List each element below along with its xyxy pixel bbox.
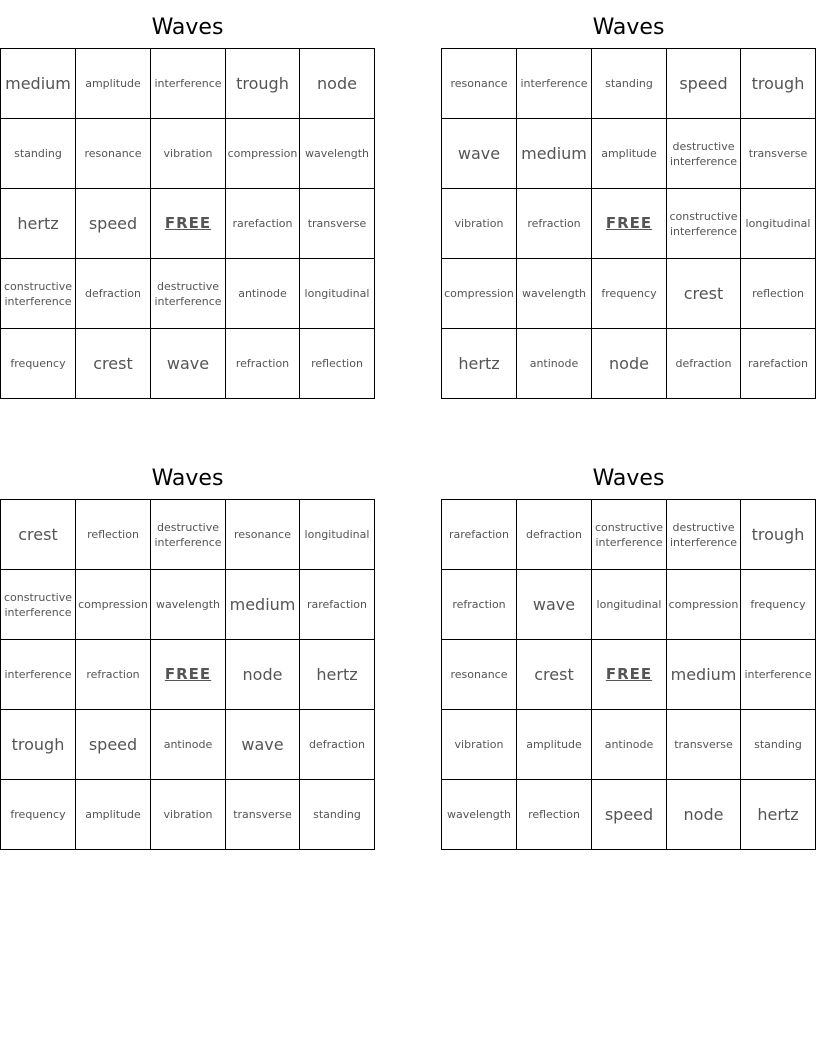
bingo-cell: defraction bbox=[517, 500, 592, 570]
bingo-cell: wavelength bbox=[442, 780, 517, 850]
bingo-cell: amplitude bbox=[517, 710, 592, 780]
bingo-cell: refraction bbox=[442, 570, 517, 640]
bingo-cell: speed bbox=[592, 780, 667, 850]
bingo-cell: longitudinal bbox=[300, 259, 375, 329]
bingo-cell: vibration bbox=[442, 189, 517, 259]
bingo-cell: trough bbox=[741, 500, 816, 570]
bingo-cell: refraction bbox=[517, 189, 592, 259]
bingo-cell: amplitude bbox=[76, 780, 151, 850]
bingo-cell: constructive interference bbox=[1, 570, 76, 640]
bingo-cell: hertz bbox=[442, 329, 517, 399]
bingo-cell: reflection bbox=[76, 500, 151, 570]
bingo-cell: trough bbox=[741, 49, 816, 119]
bingo-cell: destructive interference bbox=[151, 259, 226, 329]
bingo-cell: resonance bbox=[442, 49, 517, 119]
card-title: Waves bbox=[151, 466, 224, 491]
bingo-cell: trough bbox=[226, 49, 300, 119]
free-space: FREE bbox=[151, 640, 226, 710]
bingo-cell: vibration bbox=[151, 119, 226, 189]
bingo-cell: transverse bbox=[741, 119, 816, 189]
bingo-cell: transverse bbox=[226, 780, 300, 850]
bingo-cell: antinode bbox=[517, 329, 592, 399]
bingo-cell: crest bbox=[76, 329, 151, 399]
bingo-cell: node bbox=[667, 780, 741, 850]
bingo-cell: defraction bbox=[76, 259, 151, 329]
bingo-cell: speed bbox=[76, 189, 151, 259]
bingo-cell: hertz bbox=[1, 189, 76, 259]
bingo-cell: amplitude bbox=[76, 49, 151, 119]
bingo-cell: wave bbox=[151, 329, 226, 399]
bingo-cell: crest bbox=[517, 640, 592, 710]
bingo-cell: destructive interference bbox=[151, 500, 226, 570]
bingo-cell: interference bbox=[517, 49, 592, 119]
bingo-cell: rarefaction bbox=[741, 329, 816, 399]
bingo-cell: compression bbox=[667, 570, 741, 640]
bingo-grid bbox=[0, 499, 375, 850]
bingo-cell: amplitude bbox=[592, 119, 667, 189]
bingo-cell: transverse bbox=[300, 189, 375, 259]
bingo-cell: wave bbox=[442, 119, 517, 189]
bingo-cell: frequency bbox=[1, 329, 76, 399]
bingo-cell: wavelength bbox=[300, 119, 375, 189]
bingo-cell: reflection bbox=[741, 259, 816, 329]
bingo-cell: longitudinal bbox=[300, 500, 375, 570]
bingo-cell: vibration bbox=[151, 780, 226, 850]
bingo-cell: hertz bbox=[741, 780, 816, 850]
bingo-grid bbox=[0, 48, 375, 399]
bingo-cell: compression bbox=[442, 259, 517, 329]
bingo-cell: wavelength bbox=[151, 570, 226, 640]
bingo-cell: compression bbox=[226, 119, 300, 189]
bingo-cell: reflection bbox=[300, 329, 375, 399]
bingo-cell: constructive interference bbox=[592, 500, 667, 570]
bingo-cell: standing bbox=[300, 780, 375, 850]
bingo-cell: medium bbox=[1, 49, 76, 119]
bingo-cell: resonance bbox=[442, 640, 517, 710]
bingo-cell: destructive interference bbox=[667, 119, 741, 189]
bingo-cell: resonance bbox=[226, 500, 300, 570]
bingo-cell: medium bbox=[517, 119, 592, 189]
bingo-cell: defraction bbox=[667, 329, 741, 399]
bingo-cell: vibration bbox=[442, 710, 517, 780]
bingo-cell: reflection bbox=[517, 780, 592, 850]
card-title: Waves bbox=[592, 466, 665, 491]
bingo-cell: frequency bbox=[1, 780, 76, 850]
free-space: FREE bbox=[151, 189, 226, 259]
bingo-cell: node bbox=[592, 329, 667, 399]
bingo-cell: longitudinal bbox=[741, 189, 816, 259]
bingo-cell: medium bbox=[667, 640, 741, 710]
bingo-cell: longitudinal bbox=[592, 570, 667, 640]
card-title: Waves bbox=[151, 15, 224, 40]
bingo-cell: interference bbox=[151, 49, 226, 119]
bingo-cell: wave bbox=[517, 570, 592, 640]
bingo-cell: resonance bbox=[76, 119, 151, 189]
bingo-cell: antinode bbox=[226, 259, 300, 329]
bingo-cell: rarefaction bbox=[300, 570, 375, 640]
bingo-cell: node bbox=[226, 640, 300, 710]
bingo-cell: frequency bbox=[592, 259, 667, 329]
bingo-cell: hertz bbox=[300, 640, 375, 710]
bingo-cell: transverse bbox=[667, 710, 741, 780]
bingo-cell: antinode bbox=[151, 710, 226, 780]
bingo-cell: frequency bbox=[741, 570, 816, 640]
bingo-cell: destructive interference bbox=[667, 500, 741, 570]
bingo-cell: defraction bbox=[300, 710, 375, 780]
bingo-cell: refraction bbox=[76, 640, 151, 710]
bingo-cell: standing bbox=[741, 710, 816, 780]
bingo-cell: standing bbox=[1, 119, 76, 189]
bingo-cell: crest bbox=[667, 259, 741, 329]
bingo-cell: standing bbox=[592, 49, 667, 119]
bingo-cell: interference bbox=[741, 640, 816, 710]
bingo-cell: constructive interference bbox=[667, 189, 741, 259]
bingo-grid bbox=[441, 499, 816, 850]
bingo-cell: interference bbox=[1, 640, 76, 710]
bingo-cell: crest bbox=[1, 500, 76, 570]
bingo-cell: constructive interference bbox=[1, 259, 76, 329]
bingo-grid bbox=[441, 48, 816, 399]
bingo-cell: wave bbox=[226, 710, 300, 780]
bingo-cell: speed bbox=[667, 49, 741, 119]
bingo-cell: wavelength bbox=[517, 259, 592, 329]
bingo-cell: rarefaction bbox=[226, 189, 300, 259]
bingo-cell: compression bbox=[76, 570, 151, 640]
card-title: Waves bbox=[592, 15, 665, 40]
free-space: FREE bbox=[592, 640, 667, 710]
bingo-cell: medium bbox=[226, 570, 300, 640]
bingo-cell: refraction bbox=[226, 329, 300, 399]
bingo-cell: speed bbox=[76, 710, 151, 780]
bingo-cell: trough bbox=[1, 710, 76, 780]
bingo-cell: node bbox=[300, 49, 375, 119]
bingo-cell: antinode bbox=[592, 710, 667, 780]
bingo-cell: rarefaction bbox=[442, 500, 517, 570]
free-space: FREE bbox=[592, 189, 667, 259]
